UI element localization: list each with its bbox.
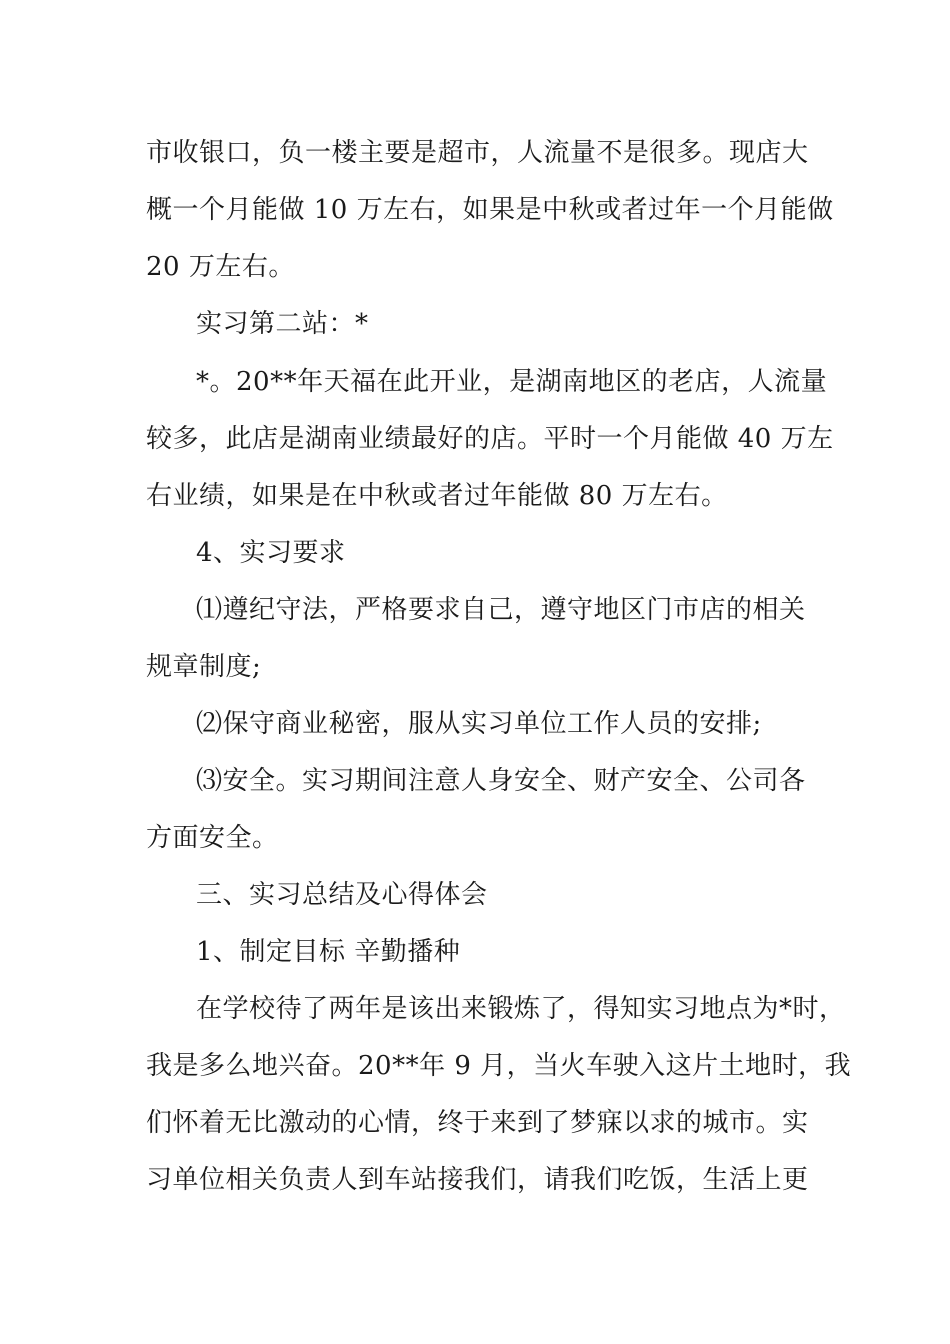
text-line: 20 万左右。 (146, 252, 295, 282)
list-item-continuation: 规章制度; (146, 652, 262, 682)
section-heading: 实习第二站：* (196, 309, 369, 339)
text-line: 们怀着无比激动的心情，终于来到了梦寐以求的城市。实 (146, 1108, 809, 1138)
text-line: 我是多么地兴奋。20**年 9 月，当火车驶入这片土地时，我 (146, 1051, 852, 1081)
list-item-continuation: 方面安全。 (146, 823, 279, 853)
text-line: 右业绩，如果是在中秋或者过年能做 80 万左右。 (146, 481, 728, 511)
list-item: ⑶安全。实习期间注意人身安全、财产安全、公司各 (196, 766, 806, 796)
text-line: 在学校待了两年是该出来锻炼了，得知实习地点为*时， (196, 994, 846, 1024)
section-heading: 三、实习总结及心得体会 (196, 880, 488, 910)
text-line: 习单位相关负责人到车站接我们，请我们吃饭，生活上更 (146, 1165, 809, 1195)
list-item: ⑴遵纪守法，严格要求自己，遵守地区门市店的相关 (196, 595, 806, 625)
text-line: 市收银口，负一楼主要是超市，人流量不是很多。现店大 (146, 138, 809, 168)
text-line: *。20**年天福在此开业，是湖南地区的老店，人流量 (196, 367, 828, 397)
subsection-heading: 1、制定目标 辛勤播种 (196, 937, 461, 967)
text-line: 概一个月能做 10 万左右，如果是中秋或者过年一个月能做 (146, 195, 834, 225)
list-item: ⑵保守商业秘密，服从实习单位工作人员的安排; (196, 709, 762, 739)
section-heading: 4、实习要求 (196, 538, 346, 568)
text-line: 较多，此店是湖南业绩最好的店。平时一个月能做 40 万左 (146, 424, 834, 454)
